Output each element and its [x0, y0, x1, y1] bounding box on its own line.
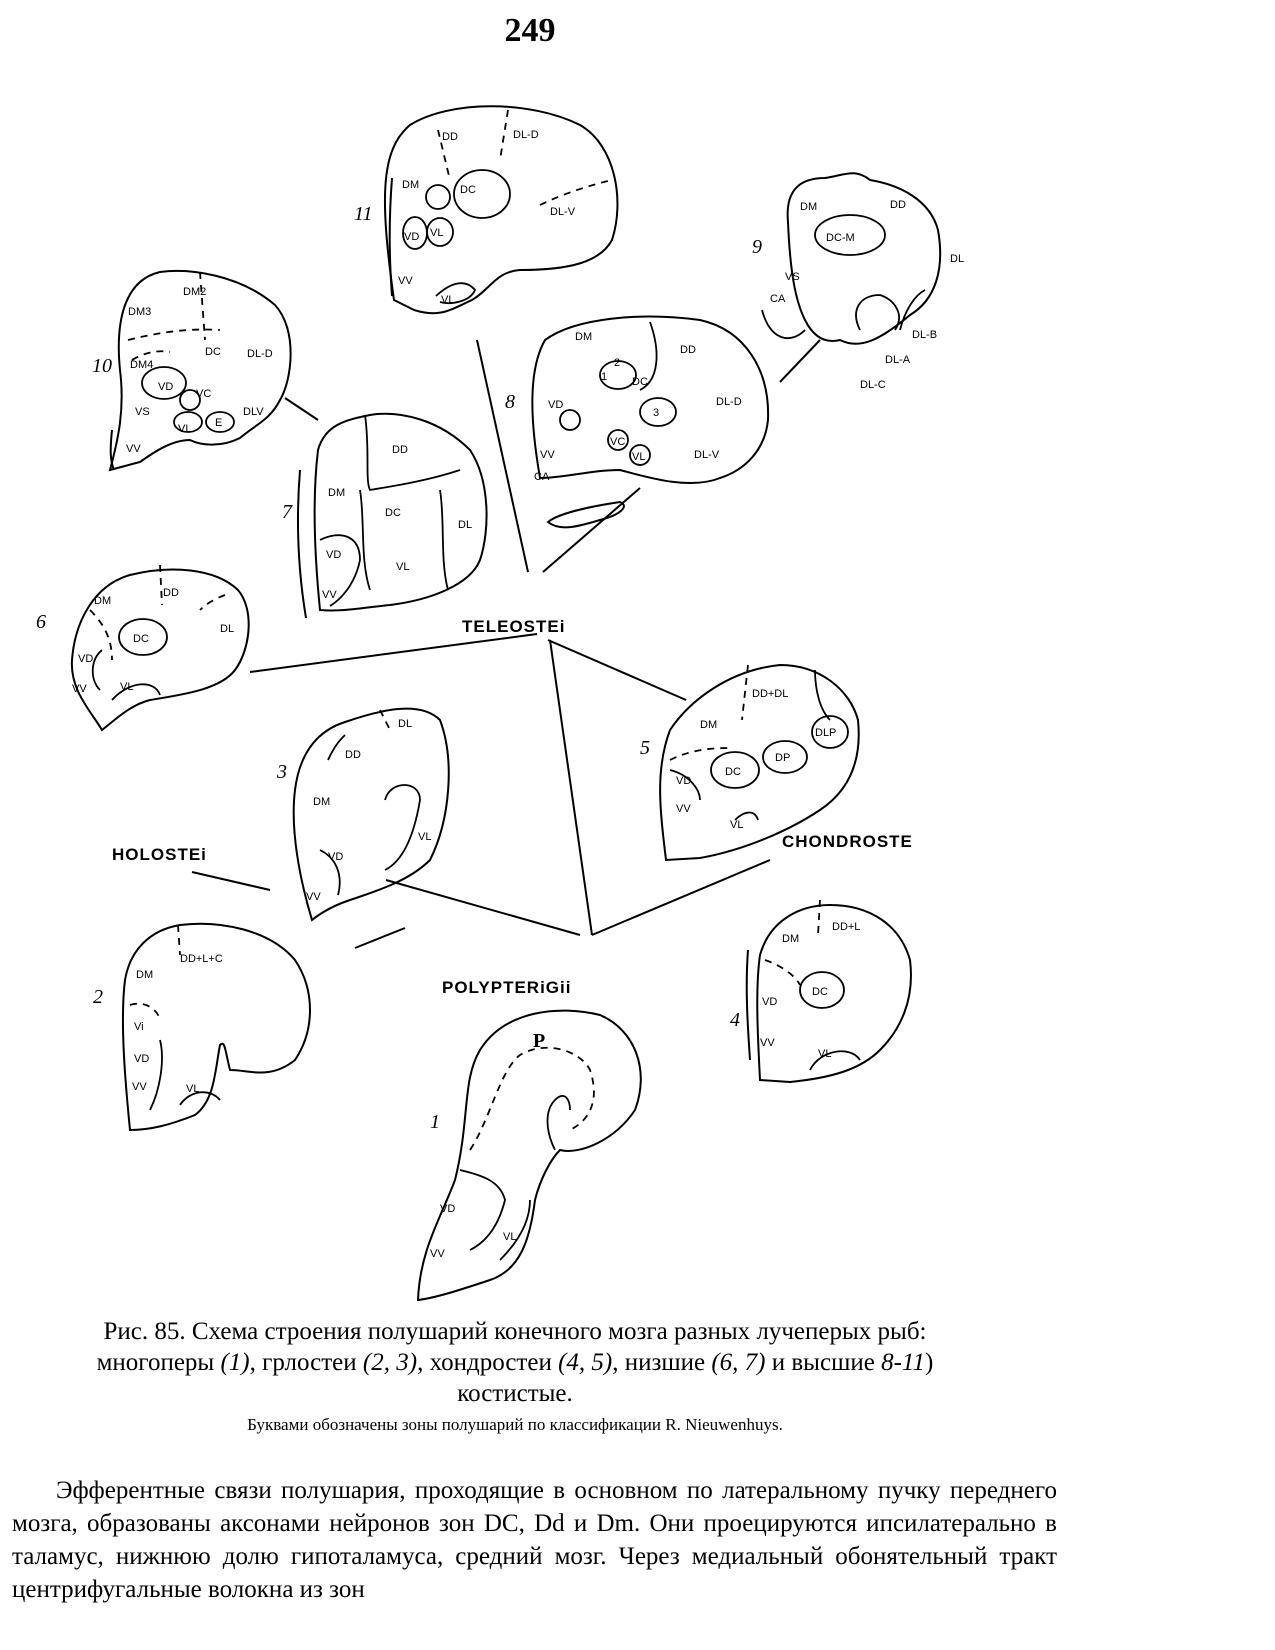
d11-label-dc: DC	[460, 184, 476, 196]
caption-line-3: костистые.	[457, 1380, 573, 1407]
d8-label-n3: 3	[653, 407, 660, 419]
d3-label-dl: DL	[398, 718, 413, 730]
d11-label-dd: DD	[442, 131, 458, 143]
caption-line-1: Рис. 85. Схема строения полушарий конечного мозга разных лучеперых рыб:	[103, 1318, 927, 1345]
d8-label-dm: DM	[575, 331, 593, 343]
d10-label-e: E	[215, 417, 223, 429]
diagram-number-8: 8	[505, 391, 515, 413]
d3-label-dm: DM	[313, 796, 331, 808]
d10-label-dm3: DM3	[128, 306, 152, 318]
caption-note: Буквами обозначены зоны полушарий по классификации R. Nieuwenhuys.	[247, 1415, 783, 1434]
diagram-4	[747, 900, 911, 1082]
d9-label-vs: VS	[785, 271, 800, 283]
d10-label-vs: VS	[135, 406, 150, 418]
group-label-teleostei: TELEOSTEi	[462, 617, 566, 636]
d9-label-dcm: DC-M	[826, 232, 855, 244]
d8-label-dld: DL-D	[716, 396, 742, 408]
diagram-3	[294, 709, 449, 920]
d3-label-vd: VD	[328, 851, 344, 863]
d3-label-vv: VV	[306, 891, 321, 903]
d9-label-dl: DL	[950, 253, 965, 265]
d5-label-dp: DP	[775, 752, 791, 764]
d7-label-dd: DD	[392, 444, 408, 456]
d5-label-dm: DM	[700, 719, 718, 731]
d6-label-dd: DD	[163, 587, 179, 599]
d10-label-dm2: DM2	[183, 286, 207, 298]
d11-label-dld: DL-D	[513, 129, 539, 141]
figure-caption	[0, 1316, 1030, 1435]
d10-label-dlv: DLV	[243, 406, 264, 418]
d7-label-dl: DL	[458, 519, 473, 531]
group-label-holostei: HOLOSTEi	[112, 845, 207, 864]
d4-label-ddl: DD+L	[832, 921, 861, 933]
d3-label-vl: VL	[418, 831, 432, 843]
diagram-number-1: 1	[430, 1111, 440, 1133]
diagram-number-7: 7	[282, 501, 292, 523]
d6-label-dl: DL	[220, 623, 235, 635]
d11-label-vl: VL	[430, 227, 444, 239]
d8-label-vd: VD	[548, 399, 564, 411]
d10-label-vc: VC	[196, 388, 212, 400]
d5-label-ddl: DD+DL	[752, 688, 789, 700]
diagram-number-11: 11	[354, 203, 373, 225]
d6-label-dc: DC	[133, 633, 149, 645]
d3-label-dd: DD	[345, 749, 361, 761]
d9-label-ca: CA	[770, 293, 786, 305]
d11-label-dlv: DL-V	[550, 206, 576, 218]
d2-label-vl: VL	[186, 1083, 200, 1095]
diagram-10	[110, 271, 291, 470]
d7-label-vd: VD	[326, 549, 342, 561]
group-label-polypterigii: POLYPTERiGii	[442, 978, 572, 997]
d10-label-vd: VD	[158, 381, 174, 393]
diagram-number-5: 5	[640, 737, 650, 759]
diagram-11	[385, 106, 618, 313]
d8-label-vc: VC	[610, 436, 626, 448]
d1-label-p: P	[533, 1030, 546, 1052]
d10-label-vl: VL	[178, 423, 192, 435]
d8-label-dlv: DL-V	[694, 449, 720, 461]
body-paragraph: Эфферентные связи полушария, проходящие в основном по латеральному пучку переднего мозга, образованы аксонами нейронов зон DC, Dd и Dm. Они проецируются ипсилатерально в таламус, нижнюю долю гипоталамуса, средний мозг. Через медиальный обонятельный тракт центрифугальные волокна из зон	[12, 1477, 1057, 1603]
d4-label-dm: DM	[782, 933, 800, 945]
d2-label-vv: VV	[132, 1081, 147, 1093]
diagram-number-3: 3	[277, 761, 287, 783]
d5-label-vl: VL	[730, 819, 744, 831]
d1-label-vd: VD	[440, 1203, 456, 1215]
diagram-number-10: 10	[92, 355, 112, 377]
d9-label-dlc: DL-C	[860, 379, 886, 391]
d7-label-vl: VL	[396, 561, 410, 573]
d8-label-dd: DD	[680, 344, 696, 356]
d9-label-dlb: DL-B	[912, 329, 938, 341]
d1-label-vv: VV	[430, 1248, 445, 1260]
d2-label-ddlc: DD+L+C	[180, 953, 223, 965]
d4-label-vv: VV	[760, 1037, 775, 1049]
d10-label-dld: DL-D	[247, 348, 273, 360]
d10-label-vv: VV	[126, 443, 141, 455]
connector-lines	[192, 340, 820, 948]
d10-label-dc: DC	[205, 346, 221, 358]
diagram-2	[123, 924, 310, 1130]
diagram-1	[418, 1011, 641, 1300]
d9-label-dla: DL-A	[885, 354, 911, 366]
d6-label-vl: VL	[120, 681, 134, 693]
diagram-5	[660, 665, 859, 860]
d4-label-dc: DC	[812, 986, 828, 998]
d5-label-dc: DC	[725, 766, 741, 778]
caption-line-2: многоперы (1), грлостеи (2, 3), хондростеи (4, 5), низшие (6, 7) и высшие 8-11)	[96, 1349, 934, 1376]
d7-label-vv: VV	[322, 589, 337, 601]
d5-label-vd: VD	[676, 775, 692, 787]
d8-label-ca: CA	[534, 471, 550, 483]
diagram-8	[532, 317, 768, 528]
d8-label-dc: DC	[632, 376, 648, 388]
d2-label-dm: DM	[136, 969, 154, 981]
diagram-number-4: 4	[730, 1009, 740, 1031]
d10-label-dm4: DM4	[130, 359, 154, 371]
diagram-9	[762, 173, 964, 391]
d11-label-vl2: VL	[441, 294, 455, 306]
d11-label-vv: VV	[398, 275, 413, 287]
d8-label-vl: VL	[632, 451, 646, 463]
diagram-number-6: 6	[36, 611, 46, 633]
d11-label-dm: DM	[402, 179, 420, 191]
d4-label-vd: VD	[762, 996, 778, 1008]
d7-label-dc: DC	[385, 507, 401, 519]
page-number: 249	[504, 12, 556, 49]
d11-label-vd: VD	[404, 231, 420, 243]
diagram-number-9: 9	[752, 236, 762, 258]
d8-label-n1: 1	[601, 371, 608, 383]
d7-label-dm: DM	[328, 487, 346, 499]
d8-label-n2: 2	[614, 357, 621, 369]
d6-label-vd: VD	[78, 653, 94, 665]
d1-label-vl: VL	[503, 1231, 517, 1243]
d2-label-vd: VD	[134, 1053, 150, 1065]
diagram-7	[298, 414, 487, 618]
d2-label-vi: Vi	[134, 1021, 144, 1033]
d9-label-dm: DM	[800, 201, 818, 213]
d6-label-dm: DM	[94, 595, 112, 607]
d4-label-vl: VL	[818, 1048, 832, 1060]
diagram-number-2: 2	[93, 986, 103, 1008]
d5-label-vv: VV	[676, 803, 691, 815]
group-label-chondroste: CHONDROSTE	[782, 832, 913, 851]
d5-label-dlp: DLP	[815, 727, 837, 739]
d6-label-vv: VV	[72, 683, 87, 695]
d9-label-dd: DD	[890, 199, 906, 211]
d8-label-vv: VV	[540, 449, 555, 461]
diagram-6	[72, 565, 249, 730]
